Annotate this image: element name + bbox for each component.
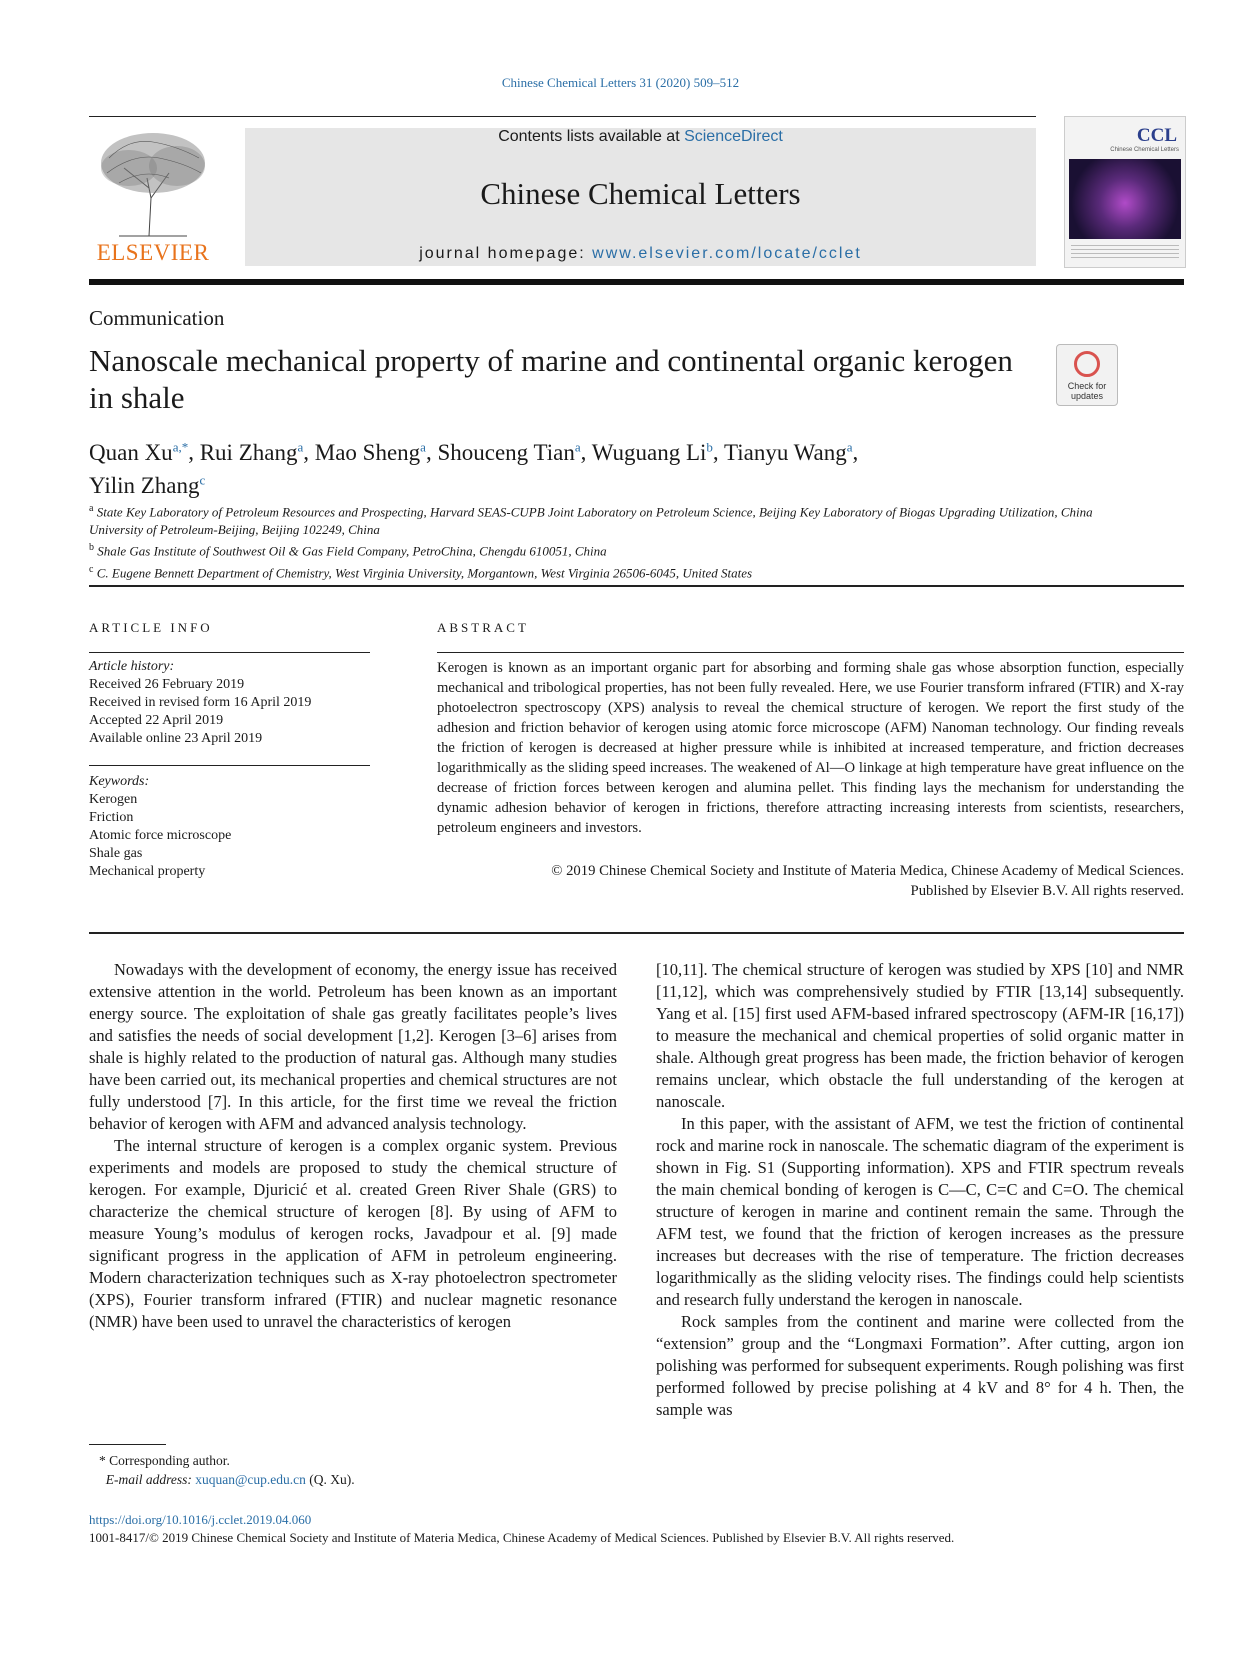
elsevier-tree-icon [89, 128, 217, 238]
author[interactable]: Shouceng Tian$^a$ [437, 439, 581, 465]
journal-title: Chinese Chemical Letters [480, 176, 801, 211]
elsevier-logo [89, 128, 217, 266]
author[interactable]: Yilin Zhang$^c$ [89, 472, 206, 499]
homepage-prefix: journal homepage: [419, 245, 593, 262]
article-title: Nanoscale mechanical property of marine and continental organic kerogen in shale [89, 343, 1013, 415]
article-info-heading: ARTICLE INFO [89, 620, 213, 635]
keyword: Atomic force microscope [89, 828, 232, 843]
copyright-line: Published by Elsevier B.V. All rights reserved. [910, 883, 1184, 899]
affiliations [89, 500, 1129, 582]
homepage-link[interactable]: www.elsevier.com/locate/cclet [592, 245, 862, 262]
author[interactable]: Rui Zhang$^a$ [199, 439, 304, 465]
history-item: Available online 23 April 2019 [89, 731, 263, 746]
history-item: Received 26 February 2019 [89, 677, 245, 692]
info-rule [89, 652, 370, 653]
doi-link[interactable]: https://doi.org/10.1016/j.cclet.2019.04.060 [89, 1512, 312, 1527]
check-updates-label: Check for updates [1067, 381, 1107, 401]
abstract-text: Kerogen is known as an important organic part for absorbing and forming shale gas whose absorption function, especially mechanical and tribological properties, has not been fully revealed. Here, we use Fourier transform infrared (FTIR) and X-ray photoelectron spectroscopy (XPS) analysis to reveal the chemical structure of kerogen. We report the first study of the adhesion and friction behavior of kerogen using atomic force microscope (AFM) Nanoman technology. Our finding reveals the friction of kerogen is decreased at higher pressure while is inhibited at increased temperature, and friction decreases logarithmically as the sliding speed increases. The weakened of Al—O linkage at high temperature have great influence on the decrease of friction forces between kerogen and alumina pellet. This finding lays the mechanism for understanding the dynamic adhesion behavior of kerogen in frictions, therefore attracting increasing interests from scientists, researchers, petroleum engineers and investors. [437, 660, 1184, 836]
abstract-copyright [437, 861, 1184, 901]
author-list: Quan $Xu^{a,*}$, Rui Zhang$^a$, Mao Sheng$^a$, Shouceng Tian$^a$, Wuguang Li$^b$, Tianyu Wang$^a$, Yilin Zhang$^c$ [89, 439, 859, 499]
body-column-left [89, 959, 617, 1333]
journal-header-band [245, 128, 1036, 266]
keywords-label: Keywords: [89, 774, 150, 789]
keywords-rule [89, 765, 370, 766]
author[interactable]: Quan $Xu^{a,*}$ [89, 439, 189, 465]
contents-line [245, 128, 1036, 146]
keywords [89, 773, 370, 881]
header-top-rule [89, 116, 1036, 117]
body-rule [89, 932, 1184, 934]
abstract-rule [437, 652, 1184, 653]
journal-cover[interactable] [1064, 116, 1186, 268]
author[interactable]: Tianyu Wang$^a$ [724, 439, 853, 465]
article-history [89, 658, 370, 748]
history-label: Article history: [89, 659, 175, 674]
publisher-name: ELSEVIER [96, 240, 210, 265]
history-item: Accepted 22 April 2019 [89, 713, 224, 728]
cover-title: CCL [1136, 125, 1177, 146]
history-item: Received in revised form 16 April 2019 [89, 695, 312, 710]
keyword: Kerogen [89, 792, 138, 807]
header-thick-rule [89, 279, 1184, 285]
contents-prefix: Contents lists available at [498, 128, 685, 145]
journal-reference[interactable]: Chinese Chemical Letters 31 (2020) 509–512 [501, 75, 740, 90]
footnote-rule [89, 1444, 166, 1445]
author[interactable]: Wuguang Li$^b$ [591, 439, 713, 465]
issn-copyright: 1001-8417/© 2019 Chinese Chemical Society and Institute of Materia Medica, Chinese Academy of Medical Sciences. Published by Elsevier B.V. All rights reserved. [89, 1530, 955, 1545]
affiliation-rule [89, 585, 1184, 587]
author[interactable]: Mao Sheng$^a$ [314, 439, 426, 465]
article-type: Communication [89, 306, 225, 330]
email-link[interactable]: xuquan@cup.edu.cn [195, 1472, 306, 1487]
affiliation: $^c$ C. Eugene Bennett Department of Chemistry, West Virginia University, Morgantown, West Virginia 26506-6045, United States [89, 563, 753, 580]
email-note: E-mail address: xuquan@cup.edu.cn (Q. Xu). [105, 1472, 355, 1487]
cover-subtitle: Chinese Chemical Letters [1110, 147, 1179, 153]
keyword: Shale gas [89, 846, 143, 861]
body-column-right [656, 959, 1184, 1421]
affiliation: $^a$ State Key Laboratory of Petroleum Resources and Prospecting, Harvard SEAS-CUPB Joint Laboratory on Petroleum Science, Beijing Key Laboratory of Biogas Upgrading Utilization, China University of Petroleum-Beijing, Beijing 102249, China [89, 503, 1093, 538]
paragraph: Rock samples from the continent and marine were collected from the “extension” group and the “Longmaxi Formation”. After cutting, argon ion polishing was performed for subsequent experiments. Rough polishing was first performed followed by precise polishing at 4 kV and 8° for 4 h. Then, the sample was [656, 1312, 1184, 1419]
paragraph: In this paper, with the assistant of AFM, we test the friction of continental rock and marine rock in nanoscale. The schematic diagram of the experiment is shown in Fig. S1 (Supporting information). XPS and FTIR spectrum reveals the main chemical bonding of kerogen is C—C, C=C and C=O. The chemical structure of kerogen in marine and continent remain the same. Through the AFM test, we found that the friction of kerogen increases as the pressure increases but decreases with the rise of temperature. The friction decreases logarithmically as the sliding velocity rises. The findings could help scientists and research fully understand the kerogen in nanoscale. [656, 1114, 1184, 1309]
affiliation: $^b$ Shale Gas Institute of Southwest Oil & Gas Field Company, PetroChina, Chengdu 610051, China [89, 542, 607, 559]
paragraph: The internal structure of kerogen is a complex organic system. Previous experiments and models are proposed to study the chemical structure of kerogen. For example, Djuricić et al. created Green River Shale (GRS) to characterize the chemical structure of kerogen [8]. By using of AFM to measure Young’s modulus of kerogen rocks, Javadpour et al. [9] made significant progress in the application of AFM in petroleum engineering. Modern characterization techniques such as X-ray photoelectron spectrometer (XPS), Fourier transform infrared (FTIR) and nuclear magnetic resonance (NMR) have been used to unravel the characteristics of kerogen [89, 1136, 617, 1331]
footnote [99, 1451, 355, 1489]
paragraph: [10,11]. The chemical structure of kerogen was studied by XPS [10] and NMR [11,12], which was comprehensively studied by FTIR [13,14] subsequently. Yang et al. [15] first used AFM-based infrared spectroscopy (AFM-IR [16,17]) to measure the mechanical and chemical properties of solid organic matter in shale. Although great progress has been made, the friction behavior of kerogen remains unclear, which obstacle the full understanding of the kerogen at nanoscale. [656, 960, 1184, 1111]
corresponding-author-note: * Corresponding author. [99, 1453, 230, 1468]
homepage-line [245, 245, 1036, 263]
check-updates-icon [1074, 351, 1100, 377]
abstract-heading: ABSTRACT [437, 620, 529, 635]
keyword: Friction [89, 810, 134, 825]
copyright-line: © 2019 Chinese Chemical Society and Institute of Materia Medica, Chinese Academy of Medical Sciences. [551, 863, 1184, 879]
sciencedirect-link[interactable]: ScienceDirect [684, 128, 783, 145]
cover-image [1069, 159, 1181, 239]
paragraph: Nowadays with the development of economy, the energy issue has received extensive attention in the world. Petroleum has been known as an important energy source. The exploitation of shale gas greatly facilitates people’s lives and satisfies the needs of social development [1,2]. Kerogen [3–6] arises from shale is highly related to the production of natural gas. Although many studies have been carried out, its mechanical properties and chemical structures are not fully understood [7]. In this article, for the first time we reveal the friction behavior of kerogen with AFM and advanced analysis technology. [89, 960, 617, 1133]
cover-text-lines [1071, 245, 1179, 261]
check-for-updates-button[interactable] [1056, 344, 1118, 406]
keyword: Mechanical property [89, 864, 206, 879]
